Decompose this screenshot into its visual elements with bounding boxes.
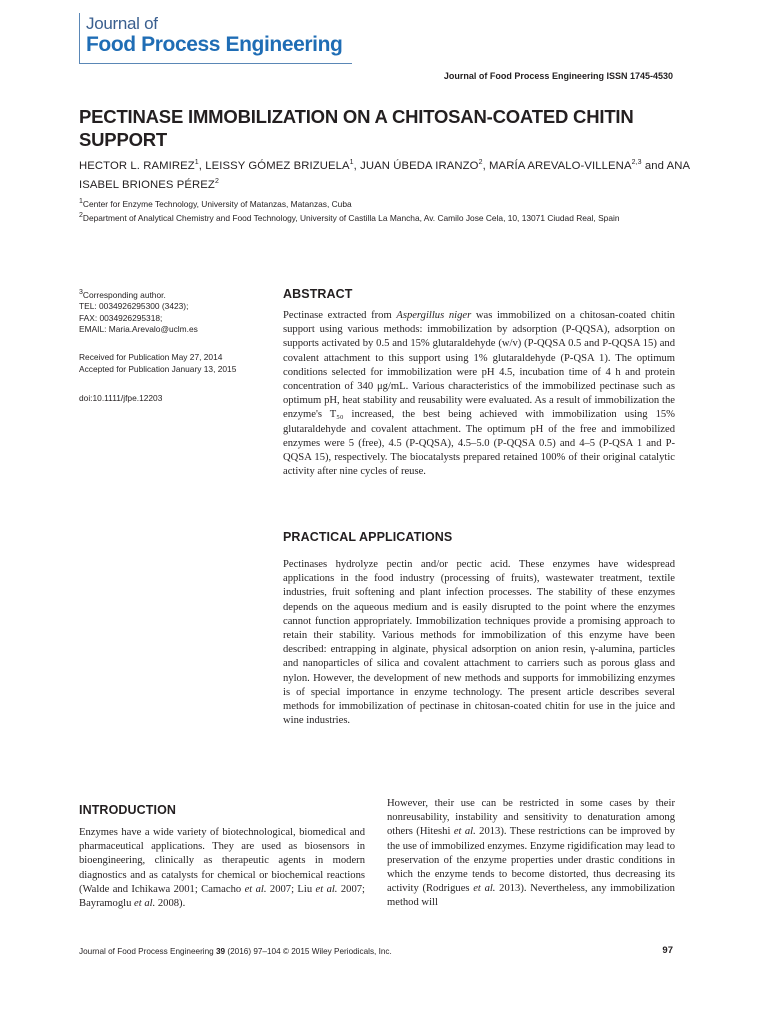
intro-etal: et al.	[473, 883, 496, 895]
publication-dates	[79, 352, 269, 375]
intro-etal: et al.	[315, 883, 338, 895]
affiliation-text: Center for Enzyme Technology, University of Matanzas, Matanzas, Cuba	[82, 198, 352, 209]
intro-etal: et al.	[244, 883, 267, 895]
abstract-species-name: Aspergillus niger	[396, 310, 472, 321]
affiliation-2	[79, 212, 620, 223]
author-name: MARÍA AREVALO-VILLENA	[489, 159, 632, 172]
abstract-text-part: was immobilized on a chitosan-coated chitin support using various methods: immobilization by adsorption (P-QQSA), adsorption on supports activated by 0.5 and 15% glutaraldehyde (w/v) (P-QQSA 0.5 and P-QQSA 15) and covalent attachment to this support using 1% glutaraldehyde (P-QSA 1). The optimum conditions selected for immobilization were pH 4.5, incubation time of 4 h and protein concentration of 340 μg/mL. Various characteristics of the immobilized pectinase such as optimum pH, heat stability and reusability were evaluated. As a result of immobilization the enzyme's T₅₀ increased, the best being achieved with immobilization using 15% glutaraldehyde and covalent attachment. The optimum pH of the free and immobilized enzymes were 5 (free), 4.5 (P-QQSA), 4.5–5.0 (P-QQSA 0.5) and 4–5 (P-QSA 1 and P-QQSA 15), respectively. The biocatalysts prepared retained 100% of their original catalytic activity after nine cycles of reuse.	[283, 310, 675, 478]
abstract-text-part: Pectinase extracted from	[283, 310, 397, 321]
footer-details: (2016) 97–104 © 2015 Wiley Periodicals, Inc.	[225, 947, 392, 956]
doi[interactable]: doi:10.1111/jfpe.12203	[79, 393, 163, 403]
author-affiliation-mark: 2	[214, 177, 219, 185]
intro-etal: et al.	[134, 898, 156, 910]
author-name: LEISSY GÓMEZ BRIZUELA	[205, 159, 350, 172]
practical-applications-text: Pectinases hydrolyze pectin and/or pectic acid. These enzymes have widespread applications in the food industry (processing of fruits), wastewater treatment, textile industries, fruit softening and plant infection processes. The stability of these enzymes depends on the aqueous medium and is easily disrupted to the point where the enzymes cannot function appropriately. Immobilization techniques provide a promising approach to retain their stability. Various methods for immobilization of this enzyme have been described: entrapping in alginate, physical adsorption on anion resin, γ-alumina, particles and nanoparticles of silica and covalent attachment to carriers such as porous glass and nylon. However, the development of new methods and supports for immobilizing enzymes is of special importance in enzyme technology. The present article describes several methods for immobilization of pectinase in chitosan-coated chitin for use in the juice and wine industries.	[283, 559, 675, 727]
footer-citation	[79, 947, 392, 956]
journal-logo-line2: Food Process Engineering	[86, 33, 343, 56]
article-title: PECTINASE IMMOBILIZATION ON A CHITOSAN-COATED CHITIN SUPPORT	[79, 106, 634, 150]
author-affiliation-mark: 1	[349, 159, 354, 166]
author-name: HECTOR L. RAMIREZ	[79, 159, 195, 172]
accepted-date: Accepted for Publication January 13, 2015	[79, 363, 237, 374]
abstract-text	[283, 309, 675, 479]
intro-text: 2007; Liu	[266, 883, 316, 895]
intro-text: 2013). Nevertheless, any immobilization method will	[387, 883, 675, 909]
author-separator: ,	[198, 159, 206, 172]
intro-text: However, their use can be restricted in some cases by their nonreusability, instability and sensitivity to denaturation among others (Hiteshi	[387, 798, 675, 838]
correspondence-email[interactable]: EMAIL: Maria.Arevalo@uclm.es	[79, 324, 198, 335]
intro-text: Enzymes have a wide variety of biotechnological, biomedical and pharmaceutical applications. They are used as biosensors in bioengineering, clinically as therapeutic agents in modern diagnostics and as catalysts for chemical or biochemical reactions (Walde and Ichikawa 2001; Camacho	[79, 827, 365, 895]
author-separator: ,	[353, 159, 361, 172]
intro-text: 2013). These restrictions can be improved by the use of immobilized enzymes. Enzyme rigidification may lead to preservation of the enzyme properties under drastic conditions in which the enzyme tends to become distorted, thus decreasing its activity (Rodrigues	[387, 826, 675, 895]
introduction-text-right-column	[387, 797, 675, 911]
affiliation-mark: 2	[79, 212, 83, 219]
footer-volume: 39	[216, 947, 226, 956]
received-date: Received for Publication May 27, 2014	[79, 352, 223, 362]
correspondence-fax: FAX: 0034926295318;	[79, 312, 163, 323]
author-affiliation-mark: 2	[478, 159, 483, 166]
author-list	[79, 155, 699, 193]
journal-logo-line1: Journal of	[86, 14, 158, 33]
correspondence-note	[79, 287, 269, 336]
author-affiliation-mark: 1	[194, 159, 199, 166]
author-name: JUAN ÚBEDA IRANZO	[360, 159, 479, 172]
author-affiliation-mark: 2,3	[631, 159, 642, 166]
header-issn: Journal of Food Process Engineering ISSN 1745-4530	[443, 71, 673, 81]
intro-text: 2007; Bayramoglu	[79, 883, 365, 910]
page-number: 97	[662, 945, 673, 956]
intro-text: 2008).	[155, 898, 186, 910]
correspondence-mark: 3	[79, 289, 83, 296]
footer-journal-name: Journal of Food Process Engineering	[79, 947, 214, 956]
author-separator: ,	[482, 159, 490, 172]
journal-logo	[79, 13, 352, 64]
author-separator: and	[641, 159, 667, 172]
affiliation-mark: 1	[79, 198, 83, 205]
author-name: ANA ISABEL BRIONES PÉREZ	[79, 159, 690, 191]
intro-etal: et al.	[453, 826, 476, 838]
introduction-heading: INTRODUCTION	[79, 803, 177, 817]
abstract-heading: ABSTRACT	[283, 287, 353, 301]
correspondence-tel: TEL: 0034926295300 (3423);	[79, 301, 189, 312]
correspondence-label: Corresponding author.	[82, 289, 166, 300]
practical-applications-heading: PRACTICAL APPLICATIONS	[283, 530, 453, 544]
affiliation-text: Department of Analytical Chemistry and Food Technology, University of Castilla La Mancha, Av. Camilo Jose Cela, 10, 13071 Ciudad Real, Spain	[82, 212, 620, 223]
affiliation-1	[79, 198, 352, 209]
introduction-text-left-column	[79, 826, 365, 911]
